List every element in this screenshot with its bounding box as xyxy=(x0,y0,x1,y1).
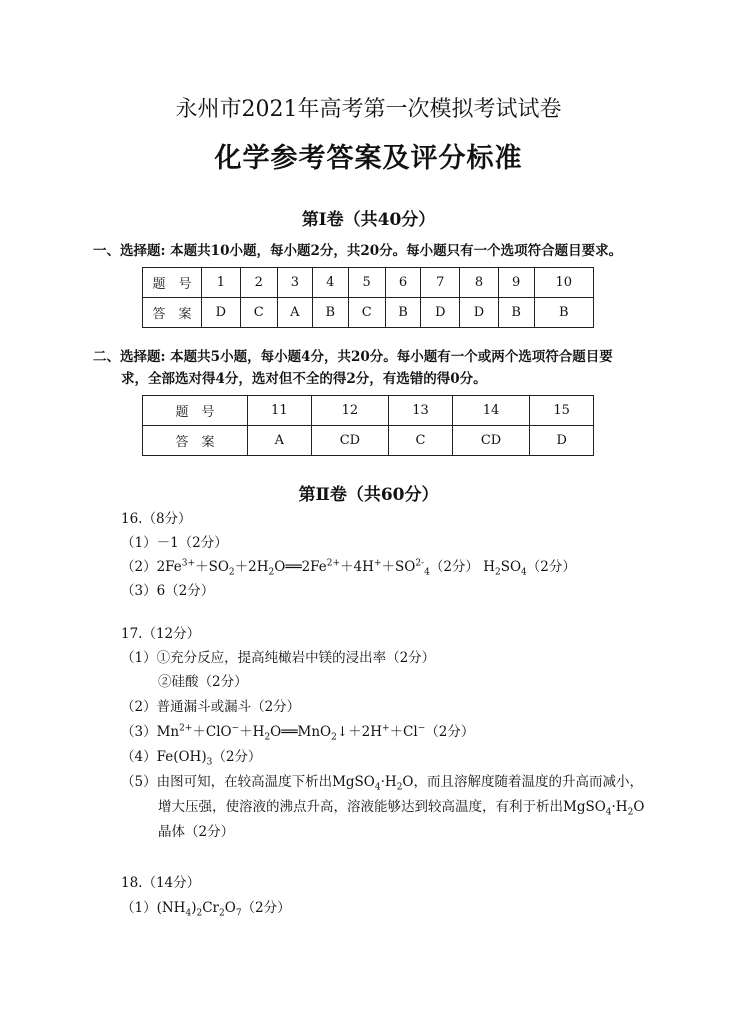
q17-line6-sub: 4 xyxy=(374,782,381,793)
q2-ans: C xyxy=(389,426,453,456)
q18-line1 xyxy=(121,896,291,919)
q1-num: 8 xyxy=(460,268,499,298)
q1-num: 2 xyxy=(240,268,277,298)
q18-line1-text: O xyxy=(224,900,236,916)
q1-ans: D xyxy=(421,298,460,328)
q2-description-line1: 二、选择题: 本题共5小题，每小题4分，共20分。每小题有一个或两个选项符合题目要 xyxy=(93,349,613,365)
q17-line6-sub: 2 xyxy=(396,782,403,793)
q17-line5-text: （4）Fe(OH) xyxy=(121,749,207,765)
q17-line5-sub: 3 xyxy=(206,757,213,768)
q17-line5 xyxy=(121,745,262,768)
q16-line2-text: ＋SO xyxy=(381,559,416,575)
q17-line6 xyxy=(121,770,643,793)
q16-line2 xyxy=(121,555,576,578)
q1-num: 5 xyxy=(348,268,385,298)
q2-ans: A xyxy=(248,426,312,456)
q2-ans: CD xyxy=(311,426,389,456)
q1-answer-table xyxy=(142,267,594,328)
q17-title: 17.（12分） xyxy=(121,626,201,642)
q17-line4-sub: 2 xyxy=(264,732,271,743)
q1-ans-label: 答 案 xyxy=(143,298,202,328)
q16-line3: （3）6（2分） xyxy=(121,583,215,599)
part2-heading: 第Ⅱ卷（共60分） xyxy=(298,485,439,505)
q17-line4-sup: − xyxy=(417,723,426,734)
q2-ans: CD xyxy=(452,426,530,456)
q17-line6-text: （5）由图可知，在较高温度下析出MgSO xyxy=(121,774,375,790)
exam-title: 永州市2021年高考第一次模拟考试试卷 xyxy=(175,97,562,122)
q18-title: 18.（14分） xyxy=(121,875,201,891)
q17-line4-text: （3）Mn xyxy=(121,724,180,740)
q16-line2-sup: + xyxy=(373,558,382,569)
q17-line6-text: O，而且溶解度随着温度的升高而减小， xyxy=(402,774,643,790)
q2-num: 11 xyxy=(248,396,312,426)
q1-ans: D xyxy=(460,298,499,328)
q1-num: 6 xyxy=(385,268,421,298)
q17-line7 xyxy=(158,795,645,818)
q17-line4-sup: − xyxy=(231,723,240,734)
q16-line2-text: （2分） H xyxy=(429,559,495,575)
q1-ans: C xyxy=(240,298,277,328)
q16-line2-text: ＋SO xyxy=(195,559,229,575)
q16-line2-sup: 2- xyxy=(415,558,425,569)
q16-line2-sub: 4 xyxy=(424,567,430,578)
q18-line1-sub: 4 xyxy=(185,908,192,919)
q16-line2-sub: 2 xyxy=(268,567,275,578)
q1-description: 一、选择题: 本题共10小题，每小题2分，共20分。每小题只有一个选项符合题目要求。 xyxy=(93,243,623,259)
q16-line2-text: O══2Fe xyxy=(274,559,327,575)
q17-line7-text: ·H xyxy=(611,799,628,815)
q16-line2-sup: 2+ xyxy=(326,558,341,569)
q16-line2-sub: 2 xyxy=(494,567,501,578)
q17-line4-text: （2分） xyxy=(425,724,475,740)
q2-answer-table xyxy=(142,395,594,456)
q17-line8: 晶体（2分） xyxy=(158,824,235,840)
q1-num: 3 xyxy=(277,268,312,298)
q1-ans: B xyxy=(498,298,534,328)
q1-ans: B xyxy=(534,298,593,328)
q18-line1-sub: 2 xyxy=(219,908,225,919)
q18-line1-text: Cr xyxy=(202,900,219,916)
q16-line2-sub: 2 xyxy=(228,567,235,578)
q16-line2-text: ＋4H xyxy=(340,559,374,575)
q17-line4-sup: + xyxy=(382,723,390,734)
q1-ans: B xyxy=(385,298,421,328)
q17-line7-text: 增大压强，使溶液的沸点升高，溶液能够达到较高温度，有利于析出MgSO xyxy=(158,799,606,815)
q17-line4 xyxy=(121,720,475,743)
q2-description-line2: 求，全部选对得4分，选对但不全的得2分，有选错的得0分。 xyxy=(121,371,487,387)
q1-num: 4 xyxy=(312,268,348,298)
q1-ans: C xyxy=(348,298,385,328)
q17-line5-text: （2分） xyxy=(212,749,262,765)
q16-line2-text: （2分） xyxy=(526,559,576,575)
q2-num: 12 xyxy=(311,396,389,426)
q1-num: 1 xyxy=(202,268,241,298)
q17-line4-text: ＋ClO xyxy=(192,724,232,740)
q17-line7-text: O xyxy=(633,799,645,815)
q2-num: 13 xyxy=(389,396,453,426)
q16-line2-text: （2）2Fe xyxy=(121,559,182,575)
q18-line1-text: （1）(NH xyxy=(121,900,186,916)
q17-line4-text: ↓＋2H xyxy=(336,724,383,740)
q17-line2: ②硅酸（2分） xyxy=(158,674,248,690)
answer-key-title: 化学参考答案及评分标准 xyxy=(214,143,523,174)
q1-num-label: 题 号 xyxy=(143,268,202,298)
q2-ans: D xyxy=(530,426,594,456)
q17-line4-text: O══MnO xyxy=(270,724,332,740)
q1-num: 9 xyxy=(498,268,534,298)
q16-line2-text: ＋2H xyxy=(234,559,269,575)
q16-line1: （1）－1（2分） xyxy=(121,535,228,551)
q18-line1-text: ) xyxy=(191,900,197,916)
q17-line4-text: ＋Cl xyxy=(389,724,418,740)
q17-line6-text: ·H xyxy=(380,774,397,790)
q17-line3: （2）普通漏斗或漏斗（2分） xyxy=(121,699,301,715)
q17-line4-sub: 2 xyxy=(331,732,337,743)
q18-line1-text: （2分） xyxy=(241,900,291,916)
q1-ans: D xyxy=(202,298,241,328)
q1-num: 10 xyxy=(534,268,593,298)
q17-line4-text: ＋H xyxy=(239,724,265,740)
q18-line1-sub: 2 xyxy=(196,908,203,919)
q17-line1: （1）①充分反应，提高纯橄岩中镁的浸出率（2分） xyxy=(121,650,436,666)
q2-num: 15 xyxy=(530,396,594,426)
q2-ans-label: 答 案 xyxy=(143,426,248,456)
q17-line7-sub: 2 xyxy=(627,807,634,818)
q16-line2-sub: 4 xyxy=(521,567,527,578)
q1-ans: A xyxy=(277,298,312,328)
q16-line2-sup: 3+ xyxy=(181,558,196,569)
part1-heading: 第Ⅰ卷（共40分） xyxy=(301,210,436,230)
q2-num: 14 xyxy=(452,396,530,426)
q1-ans: B xyxy=(312,298,348,328)
q1-num: 7 xyxy=(421,268,460,298)
q16-title: 16.（8分） xyxy=(121,511,192,527)
q18-line1-sub: 7 xyxy=(235,908,242,919)
q2-num-label: 题 号 xyxy=(143,396,248,426)
q16-line2-text: SO xyxy=(500,559,522,575)
q17-line7-sub: 4 xyxy=(605,807,612,818)
q17-line4-sup: 2+ xyxy=(179,723,193,734)
